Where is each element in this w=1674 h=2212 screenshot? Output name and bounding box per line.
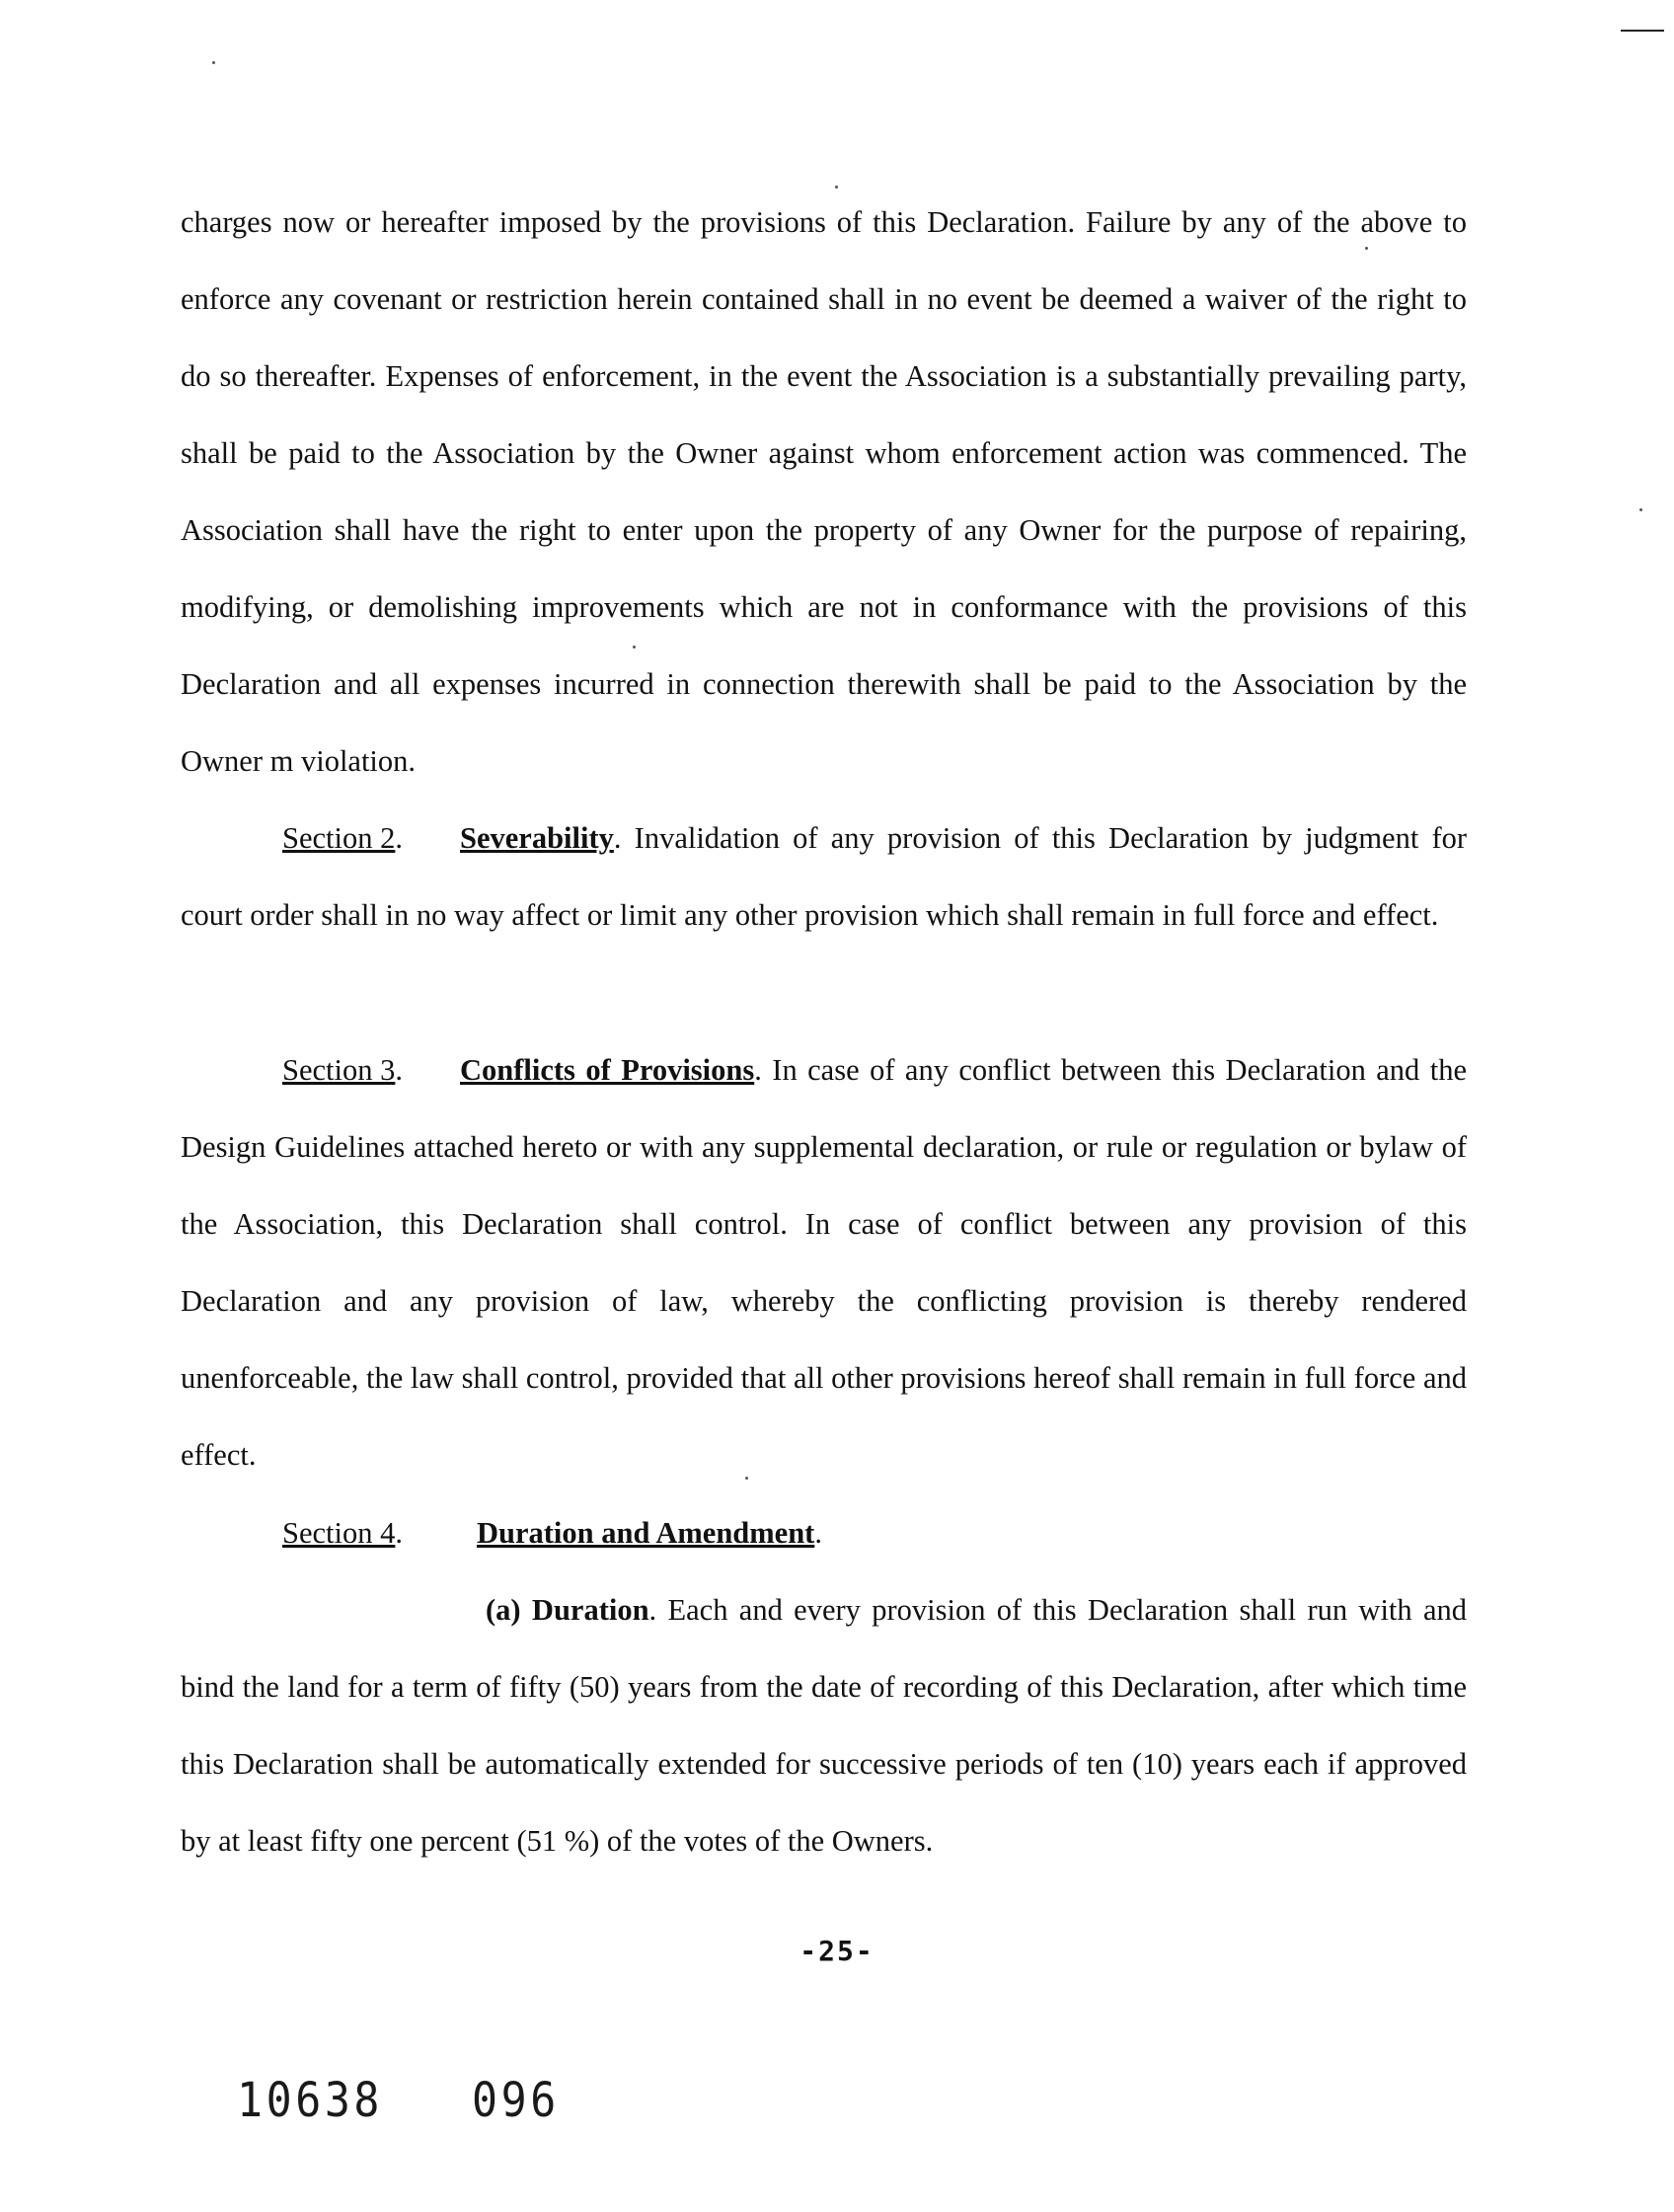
section-4-heading: Section 4. Duration and Amendment. xyxy=(181,1494,1467,1571)
paragraph-continuation: charges now or hereafter imposed by the provisions of this Declaration. Failure by any of the above to enforce any covenant or restriction herein contained shall in no event be deemed a waiver of the right to do so thereafter. Expenses of enforcement, in the event the Association is a substantially prevailing party, shall be paid to the Association by the Owner against whom enforcement action was commenced. The Association shall have the right to enter upon the property of any Owner for the purpose of repairing, modifying, or demolishing improvements which are not in conformance with the provisions of this Declaration and all expenses incurred in connection therewith shall be paid to the Association by the Owner m violation. xyxy=(181,205,1467,778)
corner-rule xyxy=(1621,30,1664,32)
scan-speck xyxy=(1639,508,1642,511)
subsection-title: Duration xyxy=(531,1593,649,1627)
recording-stamp-page: 096 xyxy=(472,2073,560,2128)
section-label: Section 4 xyxy=(282,1516,396,1550)
recording-stamp-book: 10638 xyxy=(237,2073,384,2128)
section-body: Invalidation of any provision of this Declaration by judgment for court order shall in no way affect or limit any other provision which shall remain in full force and effect. xyxy=(181,821,1468,932)
page-number: -25- xyxy=(799,1935,875,1967)
section-label: Section 2 xyxy=(282,821,396,855)
subsection-duration: (a) Duration. Each and every provision of this Declaration shall run with and bind the land for a term of fifty (50) years from the date of recording of this Declaration, after which time this Declaration shall be automatically extended for successive periods of ten (10) years each if approved by at least fifty one percent (51 %) of the votes of the Owners. xyxy=(181,1593,1468,1858)
section-title: Conflicts of Provisions xyxy=(460,1053,755,1087)
subsection-body: Each and every provision of this Declaration shall run with and bind the land for a term of fifty (50) years from the date of recording of this Declaration, after which time this Declaration shall be automatically extended for successive periods of ten (10) years each if approved by at least fifty one percent (51 %) of the votes of the Owners. xyxy=(181,1593,1468,1858)
section-2: Section 2. Severability. Invalidation of any provision of this Declaration by judgment for court order shall in no way affect or limit any other provision which shall remain in full force and effect. xyxy=(181,800,1467,953)
section-label: Section 3 xyxy=(282,1053,396,1087)
section-3: Section 3. Conflicts of Provisions. In case of any conflict between this Declaration and the Design Guidelines attached hereto or with any supplemental declaration, or rule or regulation or bylaw of the Association, this Declaration shall control. In case of conflict between any provision of this Declaration and any provision of law, whereby the conflicting provision is thereby rendered unenforceable, the law shall control, provided that all other provisions hereof shall remain in full force and effect. xyxy=(181,1031,1467,1493)
subsection-marker: (a) xyxy=(486,1593,521,1627)
section-body: In case of any conflict between this Declaration and the Design Guidelines attached hereto or with any supplemental declaration, or rule or regulation or bylaw of the Association, this Declaration shall control. In case of conflict between any provision of this Declaration and any provision of law, whereby the conflicting provision is thereby rendered unenforceable, the law shall control, provided that all other provisions hereof shall remain in full force and effect. xyxy=(181,1053,1467,1472)
scan-speck xyxy=(212,61,215,64)
section-title: Duration and Amendment xyxy=(477,1516,815,1550)
section-title: Severability xyxy=(460,821,614,855)
